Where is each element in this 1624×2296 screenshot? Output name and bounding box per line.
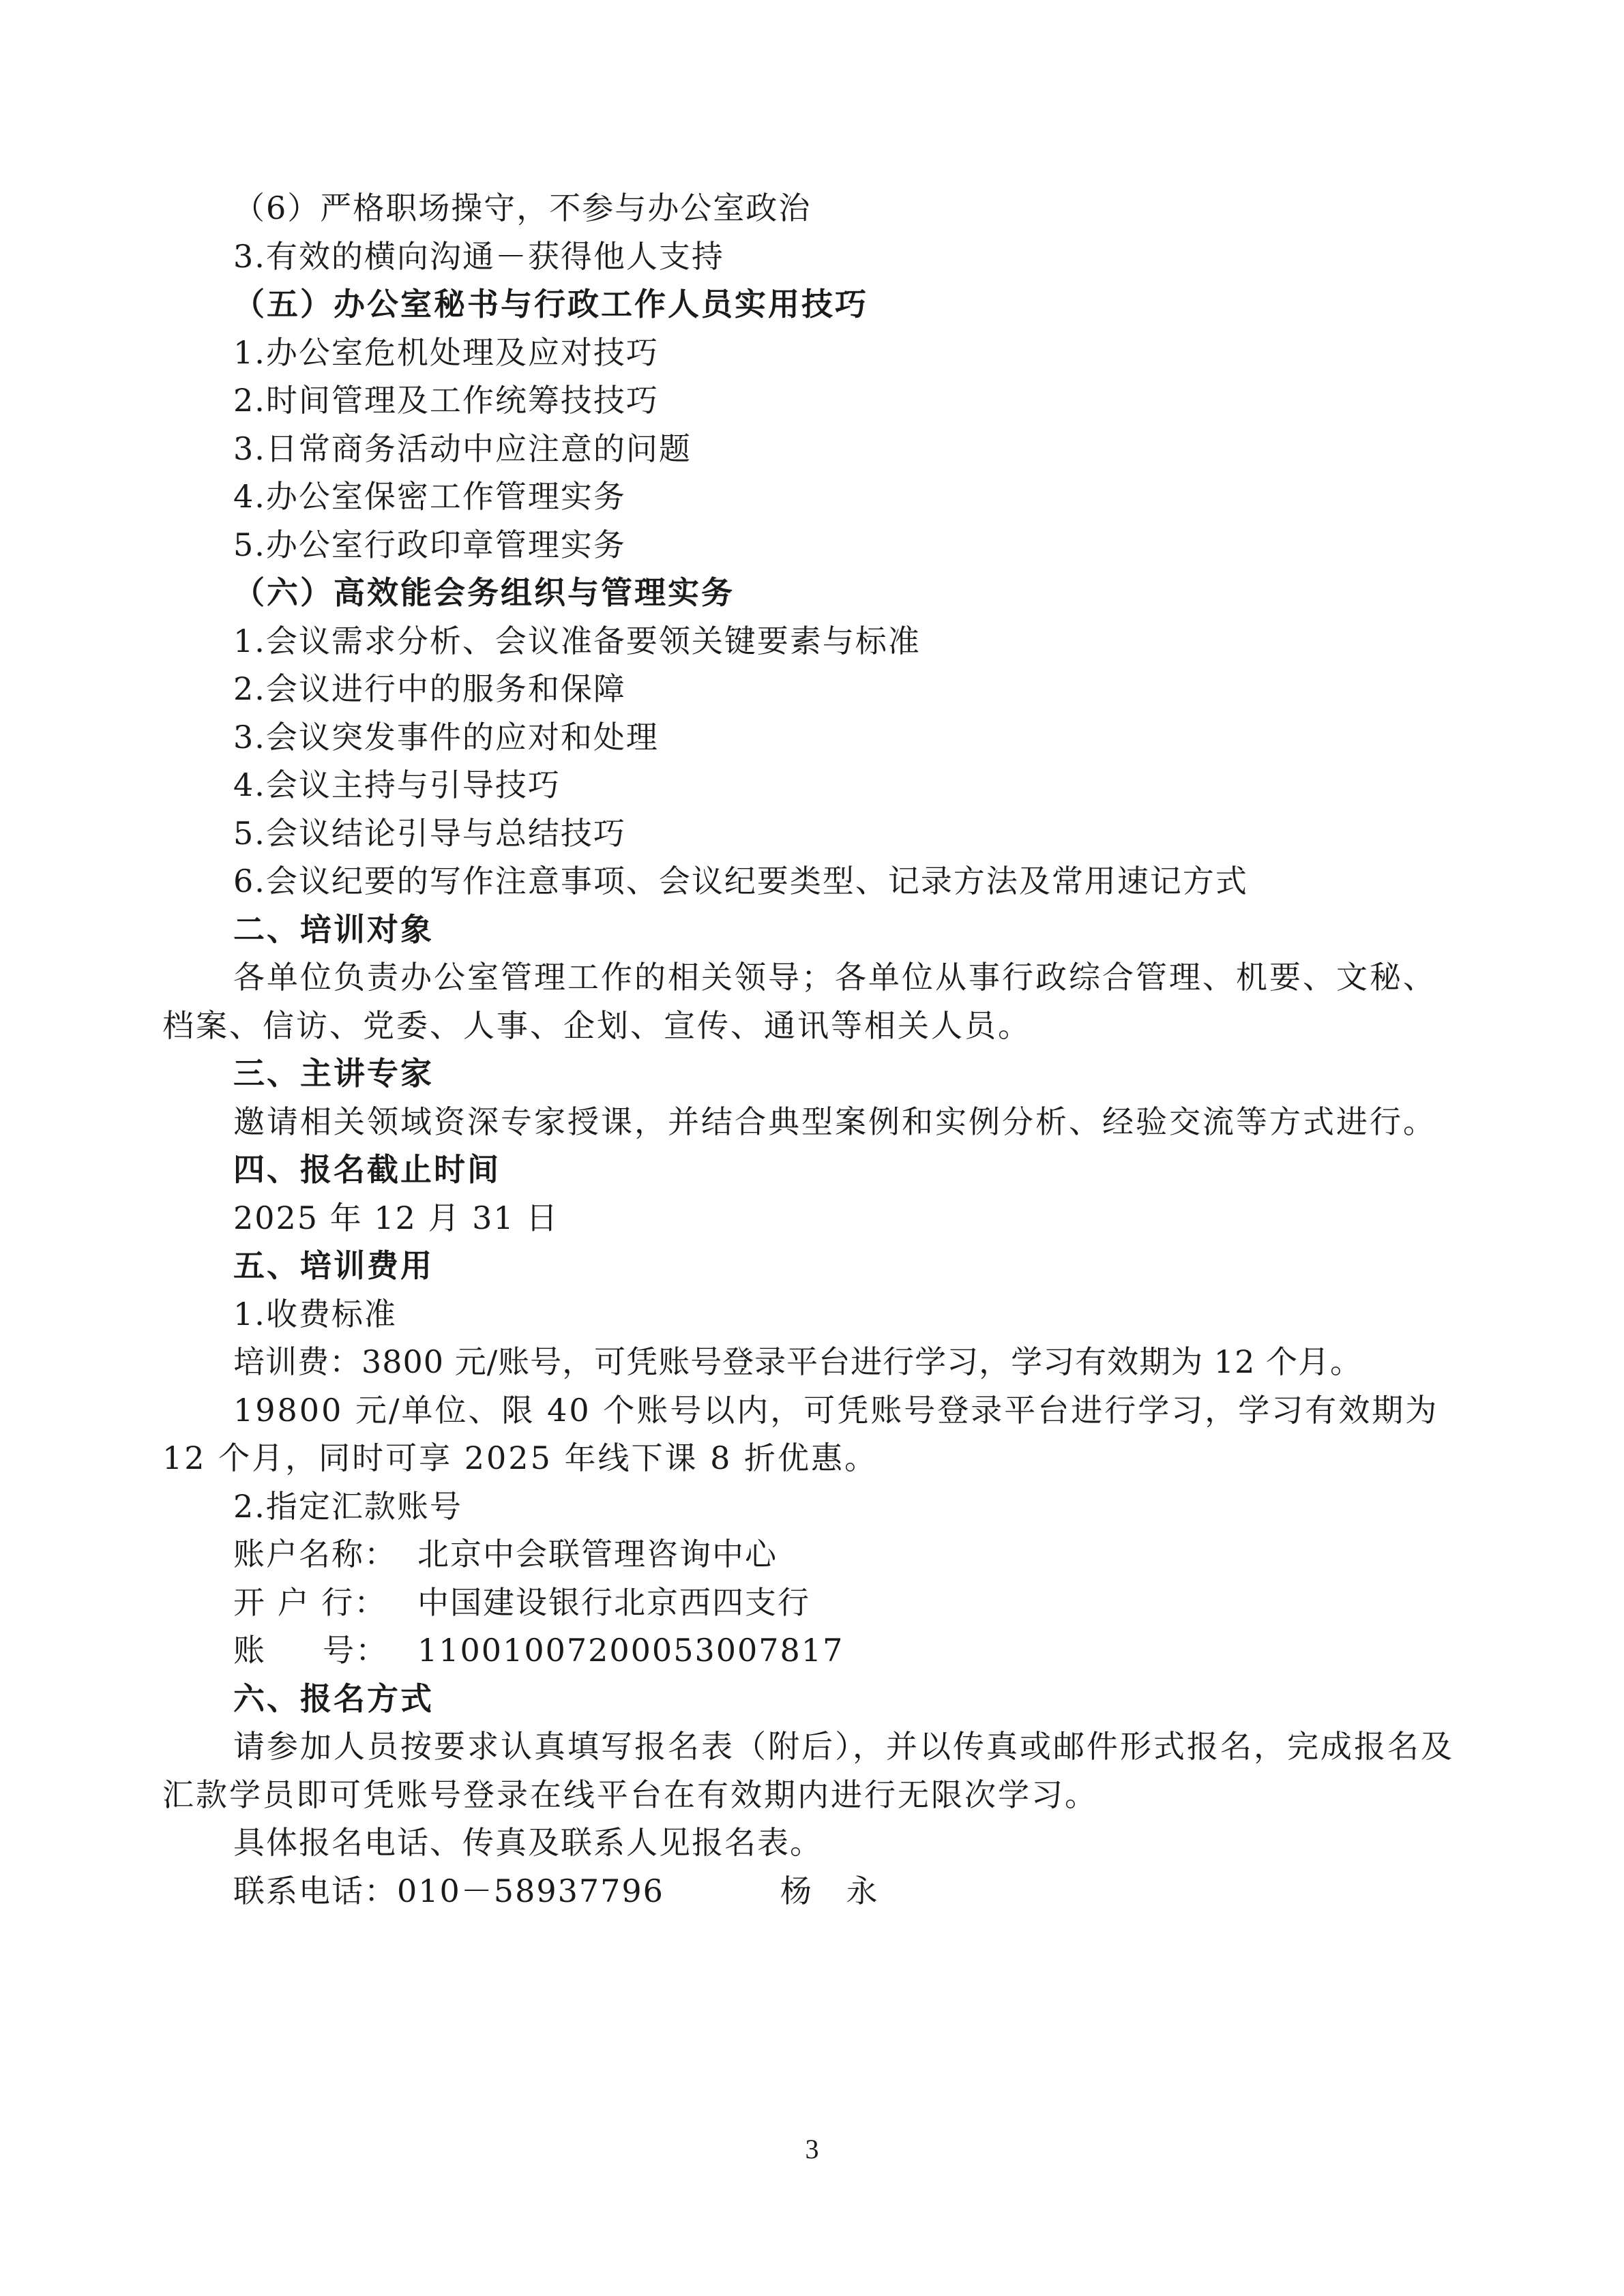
- section-heading-registration: 六、报名方式: [233, 1680, 434, 1717]
- contact-phone: 联系电话：010－58937796: [233, 1872, 664, 1909]
- experts-paragraph: 邀请相关领域资深专家授课，并结合典型案例和实例分析、经验交流等方式进行。: [233, 1103, 1436, 1140]
- list-item: 1.会议需求分析、会议准备要领关键要素与标准: [233, 622, 921, 659]
- registration-paragraph: 请参加人员按要求认真填写报名表（附后），并以传真或邮件形式报名，完成报名及汇款学员即可凭账号登录在线平台在有效期内进行无限次学习。: [162, 1728, 1454, 1813]
- list-item: 3.日常商务活动中应注意的问题: [233, 430, 692, 467]
- fee-standard-label: 1.收费标准: [233, 1295, 397, 1332]
- account-number-row: [162, 1626, 1462, 1675]
- audience-paragraph: 各单位负责办公室管理工作的相关领导；各单位从事行政综合管理、机要、文秘、档案、信访、党委、人事、企划、宣传、通讯等相关人员。: [162, 959, 1436, 1044]
- list-item: （6）严格职场操守，不参与办公室政治: [233, 190, 812, 226]
- account-name-value: 北京中会联管理咨询中心: [417, 1536, 778, 1572]
- account-number-label: 账 号：: [233, 1632, 389, 1669]
- account-bank-row: [162, 1579, 1462, 1627]
- fee-per-account: 培训费：3800 元/账号，可凭账号登录平台进行学习，学习有效期为 12 个月。: [233, 1343, 1362, 1380]
- account-name-row: [162, 1530, 1462, 1579]
- list-item: 2.会议进行中的服务和保障: [233, 670, 626, 707]
- list-item: 1.办公室危机处理及应对技巧: [233, 333, 659, 371]
- list-item: 6.会议纪要的写作注意事项、会议纪要类型、记录方法及常用速记方式: [233, 863, 1248, 899]
- account-name-label: 账户名称：: [233, 1536, 397, 1572]
- contact-person: 杨 永: [780, 1872, 890, 1909]
- deadline-date: 2025 年 12 月 31 日: [233, 1199, 559, 1236]
- document-body: [162, 184, 1462, 1915]
- fee-per-unit: 19800 元/单位、限 40 个账号以内，可凭账号登录平台进行学习，学习有效期为 12 个月，同时可享 2025 年线下课 8 折优惠。: [162, 1391, 1439, 1476]
- section-heading-fees: 五、培训费用: [233, 1247, 434, 1284]
- section-heading-audience: 二、培训对象: [233, 910, 434, 948]
- list-item: 5.办公室行政印章管理实务: [233, 526, 626, 563]
- list-item: 4.办公室保密工作管理实务: [233, 478, 626, 515]
- list-item: 3.会议突发事件的应对和处理: [233, 718, 659, 756]
- list-item: 3.有效的横向沟通－获得他人支持: [233, 237, 724, 275]
- contact-phone-row: [162, 1867, 1462, 1915]
- list-item: 4.会议主持与引导技巧: [233, 766, 561, 803]
- page-number: 3: [805, 2134, 819, 2164]
- section-heading-experts: 三、主讲专家: [233, 1055, 434, 1092]
- subsection-heading: （六）高效能会务组织与管理实务: [233, 574, 735, 611]
- registration-contact-note: 具体报名电话、传真及联系人见报名表。: [233, 1824, 823, 1861]
- remittance-label: 2.指定汇款账号: [233, 1487, 462, 1525]
- subsection-heading: （五）办公室秘书与行政工作人员实用技巧: [233, 286, 868, 323]
- account-bank-label: 开 户 行：: [233, 1583, 387, 1621]
- list-item: 2.时间管理及工作统筹技技巧: [233, 382, 659, 419]
- account-bank-value: 中国建设银行北京西四支行: [417, 1583, 810, 1621]
- account-number-value: 11001007200053007817: [417, 1632, 844, 1669]
- section-heading-deadline: 四、报名截止时间: [233, 1151, 501, 1188]
- list-item: 5.会议结论引导与总结技巧: [233, 814, 626, 852]
